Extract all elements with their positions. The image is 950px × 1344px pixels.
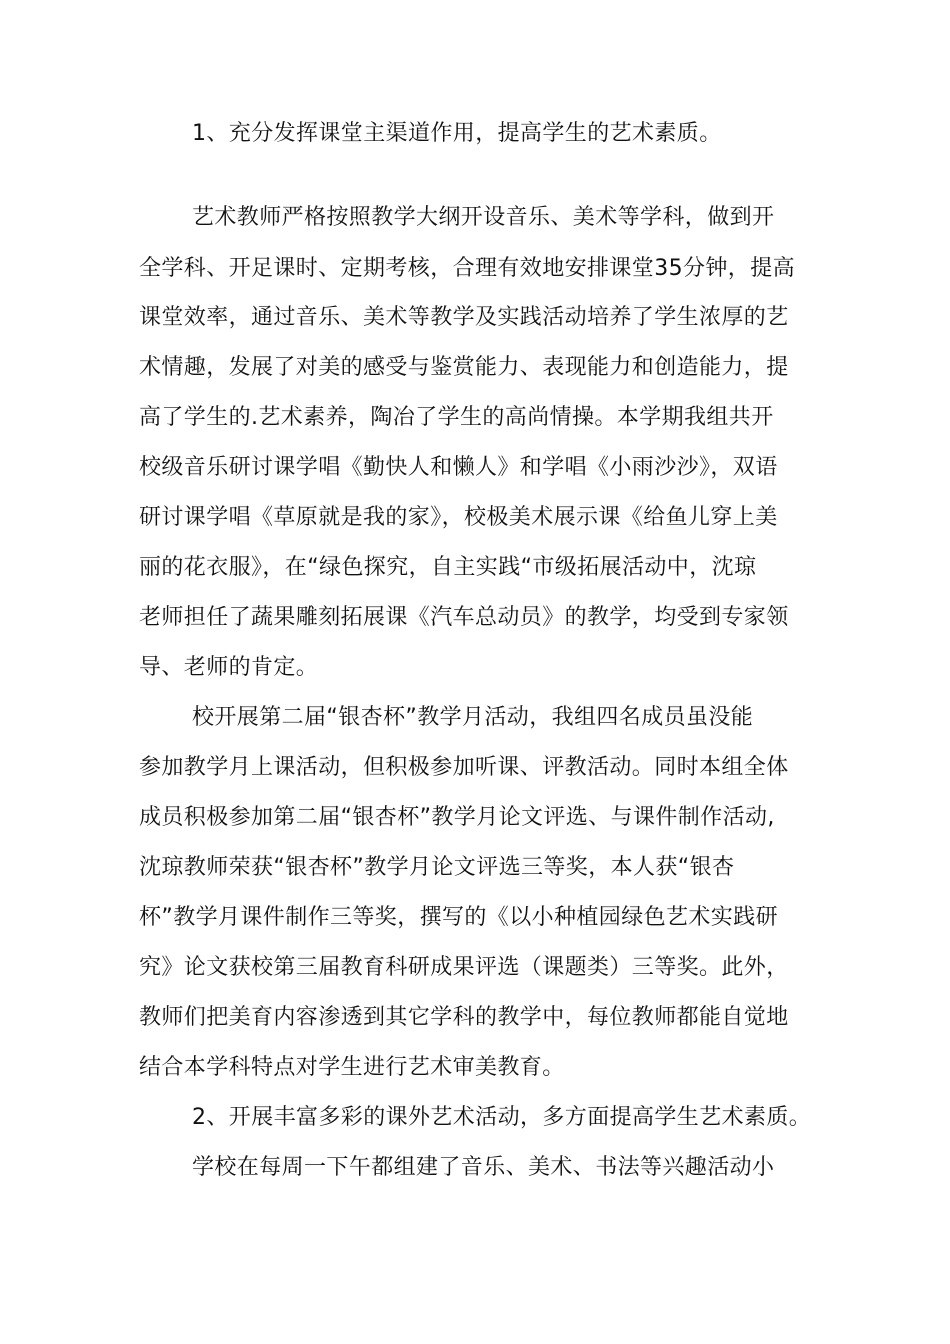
paragraph-line: 校级音乐研讨课学唱《勤快人和懒人》和学唱《小雨沙沙》，双语 [139, 455, 778, 480]
paragraph-line: 成员积极参加第二届“银杏杯”教学月论文评选、与课件制作活动, [139, 805, 775, 830]
paragraph-line: 丽的花衣服》，在“绿色探究，自主实践“市级拓展活动中，沈琼 [139, 555, 757, 580]
paragraph-line: 课堂效率，通过音乐、美术等教学及实践活动培养了学生浓厚的艺 [139, 305, 789, 330]
paragraph-line: 研讨课学唱《草原就是我的家》，校极美术展示课《给鱼儿穿上美 [139, 505, 778, 530]
paragraph-line: 术情趣，发展了对美的感受与鉴赏能力、表现能力和创造能力，提 [139, 355, 789, 380]
paragraph-line: 沈琼教师荣获“银杏杯”教学月论文评选三等奖，本人获“银杏 [139, 855, 735, 880]
paragraph-line: 高了学生的.艺术素养，陶冶了学生的高尚情操。本学期我组共开 [139, 405, 774, 430]
section-heading-2: 2、开展丰富多彩的课外艺术活动，多方面提高学生艺术素质。 [192, 1105, 812, 1130]
paragraph-line: 老师担任了蔬果雕刻拓展课《汽车总动员》的教学，均受到专家领 [139, 605, 789, 630]
paragraph-line: 学校在每周一下午都组建了音乐、美术、书法等兴趣活动小 [192, 1155, 775, 1180]
paragraph-line: 全学科、开足课时、定期考核，合理有效地安排课堂35分钟，提高 [139, 256, 795, 281]
section-heading-1: 1、充分发挥课堂主渠道作用，提高学生的艺术素质。 [192, 121, 722, 146]
paragraph-line: 杯”教学月课件制作三等奖，撰写的《以小种植园绿色艺术实践研 [139, 905, 778, 930]
paragraph-line: 教师们把美育内容渗透到其它学科的教学中，每位教师都能自觉地 [139, 1005, 789, 1030]
paragraph-line: 导、老师的肯定。 [139, 655, 319, 680]
paragraph-line: 校开展第二届“银杏杯”教学月活动，我组四名成员虽没能 [192, 705, 754, 730]
paragraph-line: 艺术教师严格按照教学大纲开设音乐、美术等学科，做到开 [192, 205, 775, 230]
paragraph-line: 参加教学月上课活动，但积极参加听课、评教活动。同时本组全体 [139, 755, 789, 780]
paragraph-line: 结合本学科特点对学生进行艺术审美教育。 [139, 1055, 565, 1080]
paragraph-line: 究》论文获校第三届教育科研成果评选（课题类）三等奖。此外， [139, 955, 789, 980]
